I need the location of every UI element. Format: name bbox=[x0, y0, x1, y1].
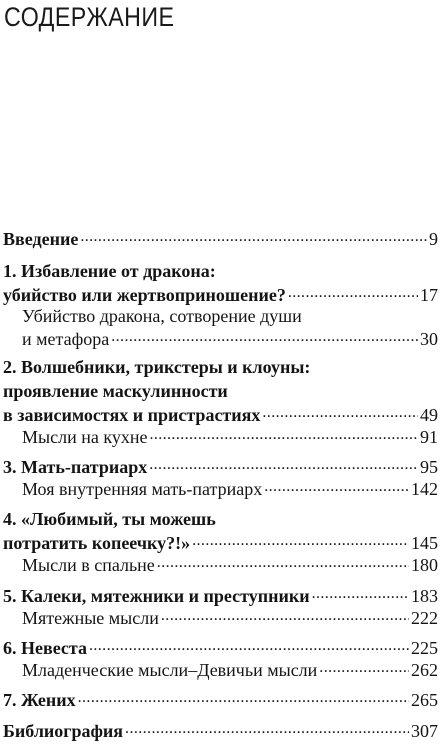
toc-entry-bibliography[interactable] bbox=[3, 718, 438, 742]
toc-entry-title: Библиография bbox=[3, 721, 124, 741]
toc-chapter-5[interactable] bbox=[3, 583, 438, 607]
toc-page-number: 91 bbox=[420, 427, 438, 447]
dot-leader bbox=[161, 607, 409, 629]
toc-entry-title: 3. Мать-патриарх bbox=[3, 457, 148, 477]
toc-entry-title: 4. «Любимый, ты можешь bbox=[3, 509, 216, 529]
dot-leader bbox=[80, 228, 427, 250]
toc-section-3[interactable] bbox=[22, 476, 438, 500]
toc-page-number: 145 bbox=[411, 533, 438, 553]
toc-chapter-7[interactable] bbox=[3, 687, 438, 711]
toc-page-number: 17 bbox=[420, 285, 438, 305]
toc-entry-title: убийство или жертвоприношение? bbox=[3, 285, 286, 305]
toc-chapter-4-line-1 bbox=[3, 506, 438, 530]
toc-page-number: 30 bbox=[420, 329, 438, 349]
toc-chapter-6[interactable] bbox=[3, 635, 438, 659]
toc-page-number: 265 bbox=[411, 690, 438, 710]
toc-entry-title: 5. Калеки, мятежники и преступники bbox=[3, 586, 310, 606]
toc-entry-title: Младенческие мысли–Девичьи мысли bbox=[22, 660, 318, 680]
dot-leader bbox=[312, 585, 409, 607]
toc-entry-title: 7. Жених bbox=[3, 690, 76, 710]
toc-page-number: 180 bbox=[411, 555, 438, 575]
toc-section-1[interactable] bbox=[22, 326, 438, 350]
dot-leader bbox=[157, 554, 409, 576]
toc-entry-title: Моя внутренняя мать-патриарх bbox=[22, 479, 263, 499]
toc-entry-title: проявление маскулинности bbox=[3, 381, 228, 401]
toc-page-number: 142 bbox=[411, 479, 438, 499]
toc-entry-title: и метафора bbox=[22, 329, 110, 349]
toc-entry-title: 1. Избавление от дракона: bbox=[3, 261, 216, 281]
toc-section-2[interactable] bbox=[22, 424, 438, 448]
toc-entry-title: Мятежные мысли bbox=[22, 608, 159, 628]
dot-leader bbox=[149, 456, 418, 478]
toc-entry-title: 2. Волшебники, трикстеры и клоуны: bbox=[3, 357, 311, 377]
toc-page-number: 9 bbox=[429, 229, 438, 249]
dot-leader bbox=[89, 637, 409, 659]
toc-entry-title: потратить копеечку?!» bbox=[3, 533, 191, 553]
toc-page-number: 222 bbox=[411, 608, 438, 628]
toc-chapter-4[interactable] bbox=[3, 530, 438, 554]
toc-section-6[interactable] bbox=[22, 657, 438, 681]
page-title: СОДЕРЖАНИЕ bbox=[4, 2, 175, 32]
dot-leader bbox=[264, 478, 409, 500]
toc-section-5[interactable] bbox=[22, 605, 438, 629]
dot-leader bbox=[149, 426, 418, 448]
toc-page-number: 307 bbox=[411, 721, 438, 741]
toc-entry-introduction[interactable] bbox=[3, 226, 438, 250]
toc-chapter-2[interactable] bbox=[3, 402, 438, 426]
toc-entry-title: Убийство дракона, сотворение души bbox=[22, 306, 302, 326]
dot-leader bbox=[125, 720, 409, 742]
toc-entry-title: Введение bbox=[3, 229, 79, 249]
toc-entry-title: Мысли в спальне bbox=[22, 555, 155, 575]
toc-chapter-2-line-2 bbox=[3, 378, 438, 402]
toc-page-number: 262 bbox=[411, 660, 438, 680]
toc-chapter-1-line-1 bbox=[3, 258, 438, 282]
toc-chapter-3[interactable] bbox=[3, 454, 438, 478]
dot-leader bbox=[262, 404, 418, 426]
toc-entry-title: в зависимостях и пристрастиях bbox=[3, 405, 261, 425]
toc-page-number: 183 bbox=[411, 586, 438, 606]
dot-leader bbox=[78, 689, 409, 711]
toc-page-number: 225 bbox=[411, 638, 438, 658]
dot-leader bbox=[319, 659, 409, 681]
toc-section-4[interactable] bbox=[22, 552, 438, 576]
toc-chapter-2-line-1 bbox=[3, 354, 438, 378]
toc-entry-title: 6. Невеста bbox=[3, 638, 87, 658]
dot-leader bbox=[192, 532, 409, 554]
toc-page-number: 49 bbox=[420, 405, 438, 425]
toc-page-number: 95 bbox=[420, 457, 438, 477]
toc-section-1-line-1 bbox=[22, 303, 438, 327]
dot-leader bbox=[111, 328, 418, 350]
toc-entry-title: Мысли на кухне bbox=[22, 427, 148, 447]
